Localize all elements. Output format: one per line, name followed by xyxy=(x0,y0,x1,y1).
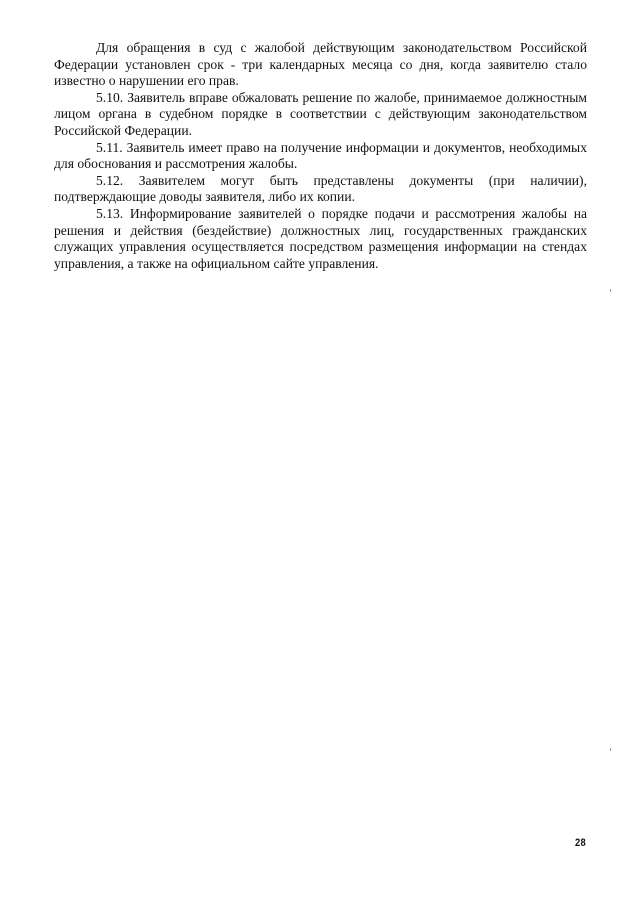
scan-artifact-bottom xyxy=(610,748,611,751)
paragraph-5-11: 5.11. Заявитель имеет право на получение информации и документов, необходимых для обоснования и рассмотрения жалобы. xyxy=(54,139,587,172)
paragraph-5-12: 5.12. Заявителем могут быть представлены документы (при наличии), подтверждающие доводы заявителя, либо их копии. xyxy=(54,172,587,205)
paragraph-5-10: 5.10. Заявитель вправе обжаловать решение по жалобе, принимаемое должностным лицом органа в судебном порядке в соответствии с действующим законодательством Российской Федерации. xyxy=(54,89,587,138)
scan-artifact-top xyxy=(610,289,611,292)
document-body xyxy=(54,40,587,272)
paragraph-court-appeal-deadline: Для обращения в суд с жалобой действующим законодательством Российской Федерации установлен срок - три календарных месяца со дня, когда заявителю стало известно о нарушении его прав. xyxy=(54,40,587,89)
paragraph-5-13: 5.13. Информирование заявителей о порядке подачи и рассмотрения жалобы на решения и действия (бездействие) должностных лиц, государственных гражданских служащих управления осуществляется посредством размещения информации на стендах управления, а также на официальном сайте управления. xyxy=(54,205,587,271)
page-number: 28 xyxy=(575,837,586,849)
